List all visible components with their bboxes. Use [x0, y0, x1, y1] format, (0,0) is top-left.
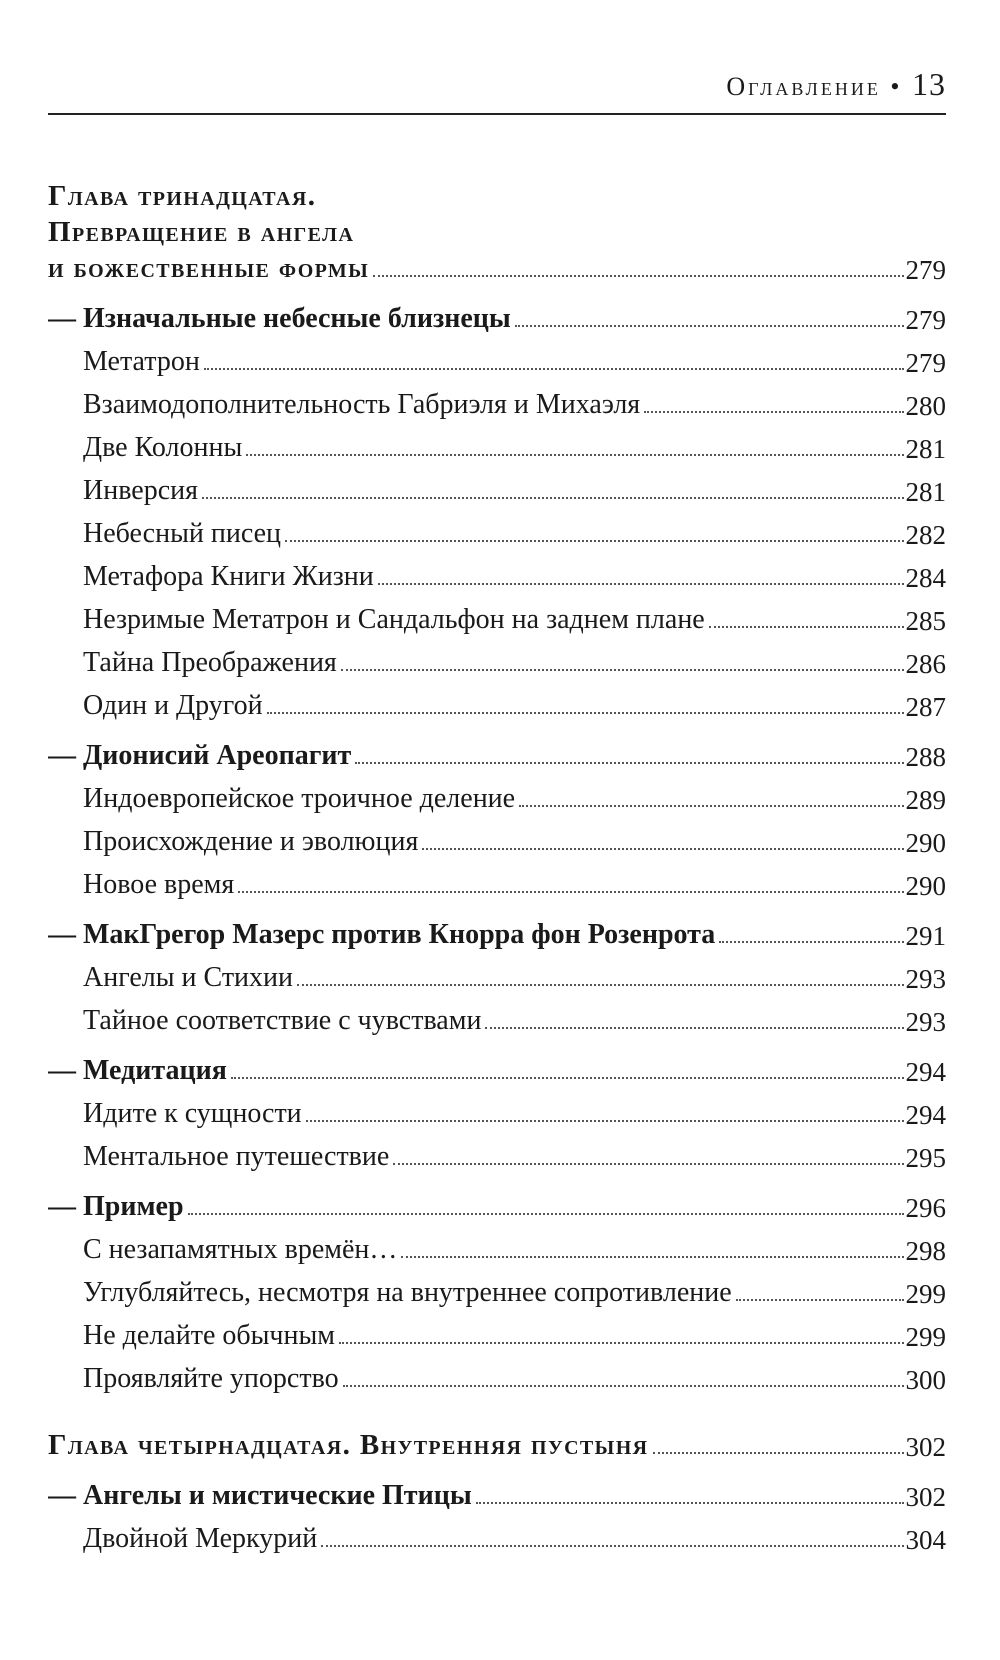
entry-page: 285	[905, 605, 946, 636]
entry-title: — Дионисий Ареопагит	[48, 740, 352, 772]
toc-subentry[interactable]	[48, 680, 946, 723]
entry-title: Тайное соответствие с чувствами	[83, 1005, 482, 1037]
chapter-14-sections	[48, 1463, 946, 1556]
entry-page: 296	[905, 1192, 946, 1223]
entry-title: и божественные формы	[48, 252, 370, 285]
toc-subentry[interactable]	[48, 1353, 946, 1396]
dot-leader	[297, 984, 903, 986]
entry-title: — Пример	[48, 1191, 184, 1223]
entry-title: Небесный писец	[83, 518, 282, 550]
entry-page: 290	[905, 870, 946, 901]
toc-subentry[interactable]	[48, 859, 946, 902]
entry-title: Две Колонны	[83, 432, 243, 464]
entry-title: Ментальное путешествие	[83, 1141, 390, 1173]
toc-subentry[interactable]	[48, 551, 946, 594]
entry-title: Глава четырнадцатая. Внутренняя пустыня	[48, 1429, 649, 1462]
toc-subentry[interactable]	[48, 508, 946, 551]
entry-title: Инверсия	[83, 475, 198, 507]
toc-section-entry[interactable]	[48, 293, 946, 336]
dot-leader	[267, 712, 904, 714]
dot-leader	[238, 891, 903, 893]
toc-subentry[interactable]	[48, 1513, 946, 1556]
entry-page: 286	[905, 648, 946, 679]
entry-page: 288	[905, 741, 946, 772]
toc-subentry[interactable]	[48, 816, 946, 859]
entry-page: 293	[905, 963, 946, 994]
entry-page: 284	[905, 562, 946, 593]
entry-page: 279	[905, 304, 946, 335]
dot-leader	[246, 454, 903, 456]
dot-leader	[378, 583, 904, 585]
entry-page: 280	[905, 390, 946, 421]
dot-leader	[515, 325, 904, 327]
entry-title: Метафора Книги Жизни	[83, 561, 374, 593]
entry-page: 279	[905, 347, 946, 378]
header-bullet: •	[890, 72, 903, 101]
entry-title: Не делайте обычным	[83, 1320, 336, 1352]
toc-entry[interactable]	[48, 1420, 946, 1463]
entry-page: 294	[905, 1056, 946, 1087]
entry-page: 289	[905, 784, 946, 815]
entry-page: 304	[905, 1524, 946, 1555]
entry-title: Метатрон	[83, 346, 200, 378]
toc-subentry[interactable]	[48, 773, 946, 816]
toc-subentry[interactable]	[48, 952, 946, 995]
toc-section-entry[interactable]	[48, 730, 946, 773]
chapter-13-sections	[48, 286, 946, 1396]
entry-title: Новое время	[83, 869, 235, 901]
header-title: Оглавление	[726, 72, 881, 101]
entry-page: 279	[905, 254, 946, 285]
dot-leader	[321, 1545, 903, 1547]
toc-subentry[interactable]	[48, 594, 946, 637]
header-page-number: 13	[912, 66, 946, 102]
toc-subentry[interactable]	[48, 465, 946, 508]
entry-page: 298	[905, 1235, 946, 1266]
toc-subentry[interactable]	[48, 422, 946, 465]
entry-title: Ангелы и Стихии	[83, 962, 294, 994]
toc-section-entry[interactable]	[48, 1470, 946, 1513]
entry-title: Незримые Метатрон и Сандальфон на заднем плане	[83, 604, 705, 636]
dot-leader	[339, 1342, 903, 1344]
running-header-text	[726, 66, 946, 103]
entry-title: — Изначальные небесные близнецы	[48, 303, 511, 335]
toc-entry[interactable]	[48, 250, 946, 286]
dot-leader	[355, 762, 903, 764]
entry-page: 281	[905, 476, 946, 507]
entry-page: 287	[905, 691, 946, 722]
entry-title: Проявляйте упорство	[83, 1363, 339, 1395]
dot-leader	[422, 848, 903, 850]
dot-leader	[285, 540, 903, 542]
dot-leader	[644, 411, 903, 413]
toc-subentry[interactable]	[48, 637, 946, 680]
entry-title: Углубляйтесь, несмотря на внутреннее сопротивление	[83, 1277, 732, 1309]
entry-title: Взаимодополнительность Габриэля и Михаэля	[83, 389, 641, 421]
toc-section-entry[interactable]	[48, 1181, 946, 1224]
entry-page: 300	[905, 1364, 946, 1395]
entry-page: 282	[905, 519, 946, 550]
entry-title: Идите к сущности	[83, 1098, 302, 1130]
dot-leader	[476, 1502, 904, 1504]
entry-page: 290	[905, 827, 946, 858]
entry-page: 291	[905, 920, 946, 951]
toc-section-entry[interactable]	[48, 1045, 946, 1088]
dot-leader	[231, 1077, 904, 1079]
dot-leader	[719, 941, 903, 943]
entry-title: Один и Другой	[83, 690, 263, 722]
dot-leader	[709, 626, 904, 628]
table-of-contents	[48, 178, 946, 1556]
toc-subentry[interactable]	[48, 1224, 946, 1267]
toc-subentry[interactable]	[48, 1310, 946, 1353]
chapter-title-line: Глава тринадцатая.	[48, 180, 317, 212]
dot-leader	[736, 1299, 904, 1301]
dot-leader	[306, 1120, 904, 1122]
entry-title: — Ангелы и мистические Птицы	[48, 1480, 472, 1512]
chapter-14	[48, 1420, 946, 1463]
dot-leader	[393, 1163, 903, 1165]
toc-section-entry[interactable]	[48, 909, 946, 952]
entry-page: 299	[905, 1321, 946, 1352]
entry-title: Тайна Преображения	[83, 647, 337, 679]
dot-leader	[341, 669, 904, 671]
entry-page: 299	[905, 1278, 946, 1309]
toc-subentry[interactable]	[48, 379, 946, 422]
dot-leader	[202, 497, 904, 499]
chapter-title-line: Превращение в ангела	[48, 216, 355, 248]
entry-page: 302	[905, 1481, 946, 1512]
toc-subentry[interactable]	[48, 1267, 946, 1310]
dot-leader	[343, 1385, 904, 1387]
chapter-13	[48, 178, 946, 286]
dot-leader	[485, 1027, 903, 1029]
entry-title: Индоевропейское троичное деление	[83, 783, 516, 815]
entry-page: 281	[905, 433, 946, 464]
entry-title: Двойной Меркурий	[83, 1523, 318, 1555]
toc-subentry[interactable]	[48, 336, 946, 379]
entry-page: 294	[905, 1099, 946, 1130]
dot-leader	[204, 368, 904, 370]
entry-title: Происхождение и эволюция	[83, 826, 419, 858]
dot-leader	[401, 1256, 903, 1258]
dot-leader	[653, 1452, 904, 1454]
running-header	[48, 66, 946, 116]
header-rule	[48, 113, 946, 115]
dot-leader	[188, 1213, 904, 1215]
entry-page: 293	[905, 1006, 946, 1037]
entry-title: С незапамятных времён…	[83, 1234, 398, 1266]
entry-title: — Медитация	[48, 1055, 227, 1087]
entry-page: 302	[905, 1431, 946, 1462]
toc-subentry[interactable]	[48, 1131, 946, 1174]
toc-subentry[interactable]	[48, 1088, 946, 1131]
dot-leader	[519, 805, 903, 807]
toc-subentry[interactable]	[48, 995, 946, 1038]
dot-leader	[373, 275, 903, 277]
entry-page: 295	[905, 1142, 946, 1173]
entry-title: — МакГрегор Мазерс против Кнорра фон Розенрота	[48, 919, 716, 951]
